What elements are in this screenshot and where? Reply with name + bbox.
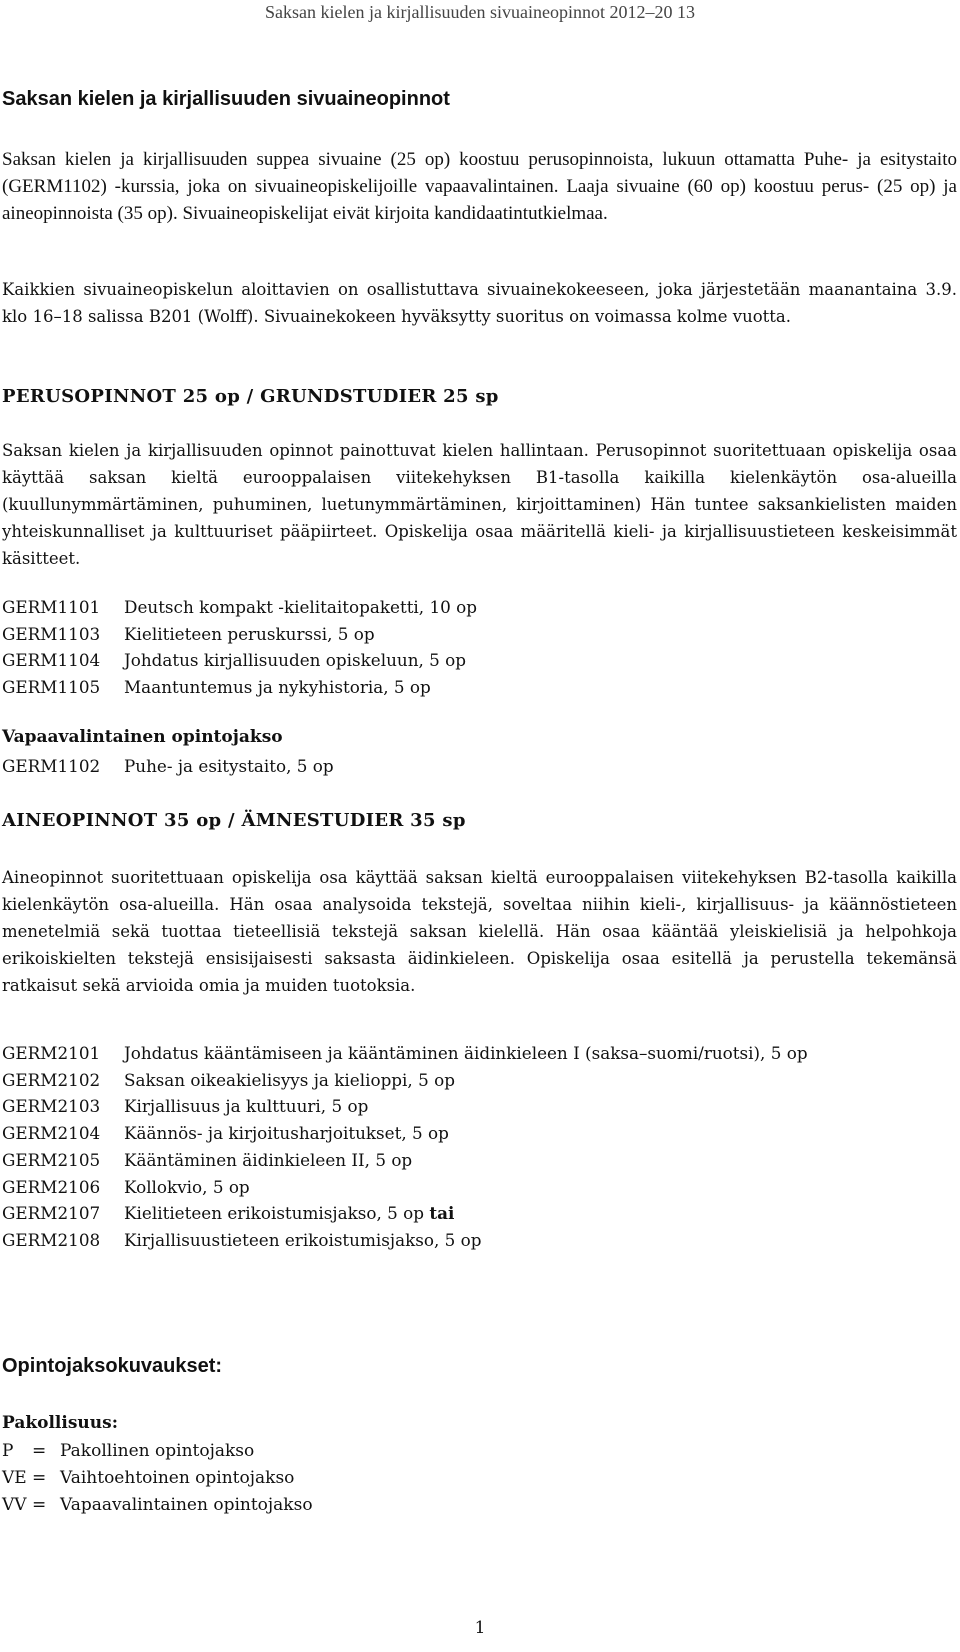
legend-key: VV: [2, 1495, 27, 1515]
course-name: Kirjallisuus ja kulttuuri, 5 op: [124, 1096, 369, 1117]
course-row: [2, 1093, 957, 1120]
running-head: Saksan kielen ja kirjallisuuden sivuaineopinnot 2012–20 13: [265, 2, 695, 22]
course-name: Puhe- ja esitystaito, 5 op: [124, 756, 334, 776]
course-name: Kirjallisuustieteen erikoistumisjakso, 5 op: [124, 1229, 482, 1250]
aineopinnot-course-list: [2, 1040, 957, 1254]
course-row: [2, 1200, 957, 1227]
course-code: GERM2104: [2, 1123, 101, 1144]
course-code: GERM2107: [2, 1203, 101, 1224]
legend-value: Vapaavalintainen opintojakso: [60, 1495, 313, 1515]
optional-course-list: [2, 753, 957, 780]
course-alternative-marker: tai: [429, 1203, 455, 1224]
document-title: Saksan kielen ja kirjallisuuden sivuaineopinnot: [2, 88, 450, 110]
course-code: GERM2108: [2, 1229, 101, 1250]
course-row: [2, 647, 957, 674]
page-number: 1: [474, 1618, 486, 1638]
course-row: [2, 1174, 957, 1201]
course-code: GERM2105: [2, 1149, 101, 1170]
course-code: GERM1103: [2, 623, 101, 644]
optional-course-heading: Vapaavalintainen opintojakso: [2, 727, 283, 747]
course-name: Kääntäminen äidinkieleen II, 5 op: [124, 1149, 413, 1170]
course-name: Maantuntemus ja nykyhistoria, 5 op: [124, 677, 431, 698]
course-name: Johdatus kirjallisuuden opiskeluun, 5 op: [124, 650, 467, 671]
course-row: [2, 1120, 957, 1147]
course-code: GERM2102: [2, 1069, 101, 1090]
course-code: GERM2101: [2, 1043, 101, 1063]
course-row: [2, 674, 957, 701]
perusopinnot-heading: PERUSOPINNOT 25 op / GRUNDSTUDIER 25 sp: [2, 386, 499, 407]
legend-key: VE: [2, 1468, 27, 1488]
course-row: [2, 1147, 957, 1174]
legend-equals: =: [32, 1495, 47, 1515]
legend-key: P: [2, 1441, 14, 1461]
course-name: Kielitieteen peruskurssi, 5 op: [124, 623, 375, 644]
course-name: Kielitieteen erikoistumisjakso, 5 op: [124, 1203, 424, 1224]
course-code: GERM2106: [2, 1176, 101, 1197]
perusopinnot-description: Saksan kielen ja kirjallisuuden opinnot painottuvat kielen hallintaan. Perusopinnot suoritettuaan opiskelija osaa käyttää saksan kieltä eurooppalaisen viitekehyksen B1-tasolla kaikilla kielenkäytön osa-alueilla (kuullunymmärtäminen, puhuminen, luetunymmärtäminen, kirjoittaminen) Hän tuntee saksankielisten maiden yhteiskunnalliset ja kulttuuriset pääpiirteet. Opiskelija osaa määritellä kieli- ja kirjallisuustieteen keskeisimmät käsitteet.: [2, 441, 957, 568]
intro-paragraph-2: Kaikkien sivuaineopiskelun aloittavien on osallistuttava sivuainekokeeseen, joka järjestetään maanantaina 3.9. klo 16–18 salissa B201 (Wolff). Sivuainekokeen hyväksytty suoritus on voimassa kolme vuotta.: [2, 280, 957, 326]
intro-paragraph-1: Saksan kielen ja kirjallisuuden suppea sivuaine (25 op) koostuu perusopinnoista, lukuun ottamatta Puhe- ja esitystaito (GERM1102) -kurssia, joka on sivuaineopiskelijoille vapaavalintainen. Laaja sivuaine (60 op) koostuu perus- (25 op) ja aineopinnoista (35 op). Sivuaineopiskelijat eivät kirjoita kandidaatintutkielmaa.: [2, 149, 957, 224]
course-code: GERM1104: [2, 650, 101, 671]
course-row: [2, 1040, 957, 1067]
course-code: GERM1101: [2, 597, 101, 617]
course-name: Kollokvio, 5 op: [124, 1176, 250, 1197]
legend-row: [2, 1492, 957, 1519]
legend-equals: =: [32, 1441, 47, 1461]
course-code: GERM1102: [2, 756, 101, 776]
pakollisuus-heading: Pakollisuus:: [2, 1413, 118, 1433]
opintojaksokuvaukset-heading: Opintojaksokuvaukset:: [2, 1355, 223, 1377]
course-row: [2, 621, 957, 648]
aineopinnot-heading: AINEOPINNOT 35 op / ÄMNESTUDIER 35 sp: [2, 810, 466, 831]
pakollisuus-legend: [2, 1438, 957, 1519]
perusopinnot-course-list: [2, 594, 957, 701]
course-name: Käännös- ja kirjoitusharjoitukset, 5 op: [124, 1123, 449, 1144]
course-row: [2, 1067, 957, 1094]
legend-row: [2, 1465, 957, 1492]
course-row: [2, 1227, 957, 1254]
legend-value: Pakollinen opintojakso: [60, 1441, 255, 1461]
course-name: Johdatus kääntämiseen ja kääntäminen äidinkieleen I (saksa–suomi/ruotsi), 5 op: [124, 1043, 808, 1063]
course-code: GERM1105: [2, 677, 101, 698]
legend-row: [2, 1438, 957, 1465]
aineopinnot-description: Aineopinnot suoritettuaan opiskelija osa käyttää saksan kieltä eurooppalaisen viitekehyksen B2-tasolla kaikilla kielenkäytön osa-alueilla. Hän osaa analysoida tekstejä, soveltaa niihin kieli-, kirjallisuus- ja käännöstieteen menetelmiä sekä tuottaa tieteellisiä tekstejä saksan kielellä. Hän osaa kääntää yleiskielisiä ja helpohkoja erikoiskielten tekstejä ensisijaisesti saksasta äidinkieleen. Opiskelija osaa esitellä ja perustella tekemänsä ratkaisut sekä arvioida omia ja muiden tuotoksia.: [2, 868, 957, 995]
course-code: GERM2103: [2, 1096, 101, 1117]
course-row: [2, 753, 957, 780]
legend-value: Vaihtoehtoinen opintojakso: [60, 1468, 295, 1488]
legend-equals: =: [32, 1468, 47, 1488]
course-name: Deutsch kompakt -kielitaitopaketti, 10 op: [124, 597, 478, 617]
course-row: [2, 594, 957, 621]
course-name: Saksan oikeakielisyys ja kielioppi, 5 op: [124, 1069, 455, 1090]
